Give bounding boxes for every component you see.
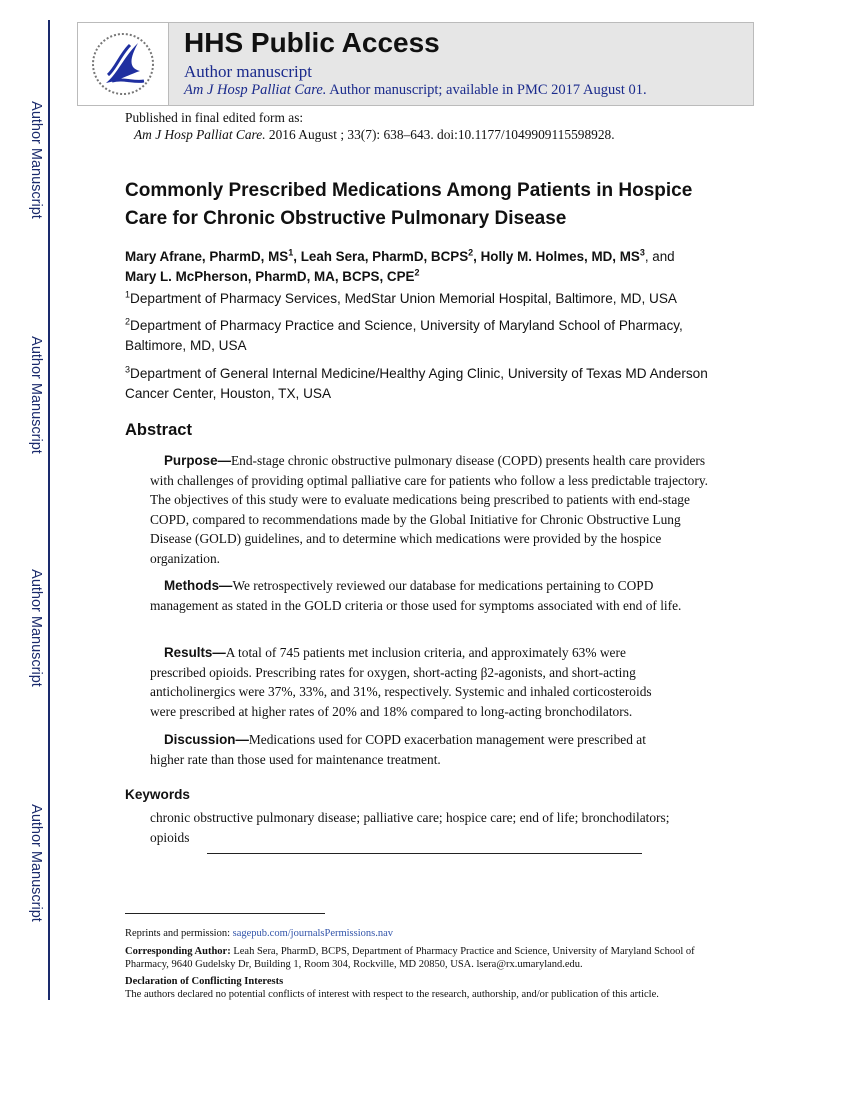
authors-and: , and	[644, 249, 675, 264]
author-sup: 1	[288, 247, 294, 258]
reprints	[125, 927, 725, 940]
reprints-label: Reprints and permission:	[125, 928, 230, 939]
footnote-rule	[125, 913, 325, 914]
title-line: Care for Chronic Obstructive Pulmonary Disease	[125, 208, 567, 229]
author: Holly M. Holmes, MD, MS	[480, 249, 640, 264]
reprints-link[interactable]: sagepub.com/journalsPermissions.nav	[232, 928, 394, 939]
article-title	[125, 177, 692, 233]
author-sup: 3	[639, 247, 645, 258]
author: Mary L. McPherson, PharmD, MA, BCPS, CPE	[125, 269, 415, 284]
header-subtitle: Author manuscript	[184, 62, 312, 81]
published-label: Published in final edited form as:	[125, 110, 304, 125]
author-sup: 2	[468, 247, 474, 258]
aff-sup: 2	[125, 316, 131, 327]
section-head: Purpose—	[164, 453, 231, 468]
citation: 2016 August ; 33(7): 638–643. doi:10.1177/1049909115598928.	[268, 127, 615, 142]
affiliation	[125, 364, 735, 404]
side-label-text: Author Manuscript	[28, 336, 44, 454]
corr-label: Corresponding Author:	[125, 946, 231, 957]
hhs-header	[77, 22, 754, 106]
journal-name: Am J Hosp Palliat Care.	[184, 82, 327, 98]
header-citation	[184, 82, 647, 99]
keywords-heading: Keywords	[125, 787, 190, 802]
side-label-text: Author Manuscript	[28, 101, 44, 219]
aff-text: Department of Pharmacy Practice and Science, University of Maryland School of Pharmacy, Baltimore, MD, USA	[125, 318, 683, 353]
side-label-text: Author Manuscript	[28, 804, 44, 922]
header-title: HHS Public Access	[184, 27, 440, 58]
divider	[207, 853, 642, 854]
journal-name: Am J Hosp Palliat Care.	[134, 127, 266, 142]
coi-text: The authors declared no potential conflicts of interest with respect to the research, authorship, and/or publication of this article.	[125, 989, 659, 1000]
section-head: Discussion—	[164, 732, 249, 747]
section-text: A total of 745 patients met inclusion criteria, and approximately 63% were prescribed opioids. Prescribing rates for oxygen, short-acting β2-agonists, and short-acting anticholinergics were 37%, 33%, and 31%, respectively. Systemic and inhaled corticosteroids were prescribed at higher rates of 20% and 18% compared to long-acting bronchodilators.	[150, 645, 652, 719]
side-label	[26, 90, 46, 230]
aff-text: Department of Pharmacy Services, MedStar Union Memorial Hospital, Baltimore, MD, USA	[130, 291, 677, 306]
side-label	[26, 558, 46, 698]
author-sup: 2	[414, 267, 420, 278]
title-line: Commonly Prescribed Medications Among Patients in Hospice	[125, 180, 693, 201]
aff-text: Department of General Internal Medicine/Healthy Aging Clinic, University of Texas MD Anderson Cancer Center, Houston, TX, USA	[125, 366, 708, 401]
affiliation	[125, 289, 735, 309]
section-text: Medications used for COPD exacerbation management were prescribed at higher rate than those used for maintenance treatment.	[150, 732, 646, 767]
author: Leah Sera, PharmD, BCPS	[300, 249, 469, 264]
abstract-discussion	[150, 730, 680, 769]
side-label-text: Author Manuscript	[28, 569, 44, 687]
corr-text: Leah Sera, PharmD, BCPS, Department of Pharmacy Practice and Science, University of Maryland School of Pharmacy, 9640 Gudelsky Dr, Building 1, Room 304, Rockville, MD 20850, USA. lsera@rx.umaryland.edu.	[125, 946, 695, 970]
section-head: Methods—	[164, 578, 233, 593]
availability: Author manuscript; available in PMC 2017 August 01.	[329, 82, 647, 98]
aff-sup: 3	[125, 364, 131, 375]
abstract-results	[150, 643, 680, 721]
side-label	[26, 325, 46, 465]
abstract-methods	[150, 576, 690, 615]
authors: Mary Afrane, PharmD, $MS^1$, Leah Sera, PharmD, BCPS$^2$, Holly M. Holmes, MD, $MS^3$, and Mary L. McPherson, PharmD, MA, BCPS, CPE$^2$	[125, 247, 675, 284]
aff-sup: 1	[125, 289, 131, 300]
author: Mary Afrane, PharmD, MS	[125, 249, 289, 264]
coi-heading: Declaration of Conflicting Interests	[125, 976, 284, 987]
margin-rule	[48, 20, 50, 1000]
section-head: Results—	[164, 645, 226, 660]
section-text: We retrospectively reviewed our database for medications pertaining to COPD management as stated in the GOLD criteria or those used for symptoms associated with end of life.	[150, 578, 682, 613]
abstract-purpose	[150, 451, 710, 569]
affiliation	[125, 316, 735, 356]
published-citation	[134, 127, 615, 143]
corresponding-author	[125, 945, 725, 971]
section-text: End-stage chronic obstructive pulmonary disease (COPD) presents health care providers with challenges of providing optimal palliative care for patients who follow a less predictable trajectory. The objectives of this study were to evaluate medications being prescribed to patients with end-stage COPD, compared to recommendations made by the Global Initiative for Chronic Obstructive Lung Disease (GOLD) guidelines, and to determine which medications were provided by the hospice organization.	[150, 453, 709, 566]
keywords-text: chronic obstructive pulmonary disease; palliative care; hospice care; end of life; bronchodilators; opioids	[150, 810, 670, 845]
hhs-logo-icon	[78, 23, 169, 105]
abstract-heading: Abstract	[125, 421, 192, 439]
side-label	[26, 793, 46, 933]
